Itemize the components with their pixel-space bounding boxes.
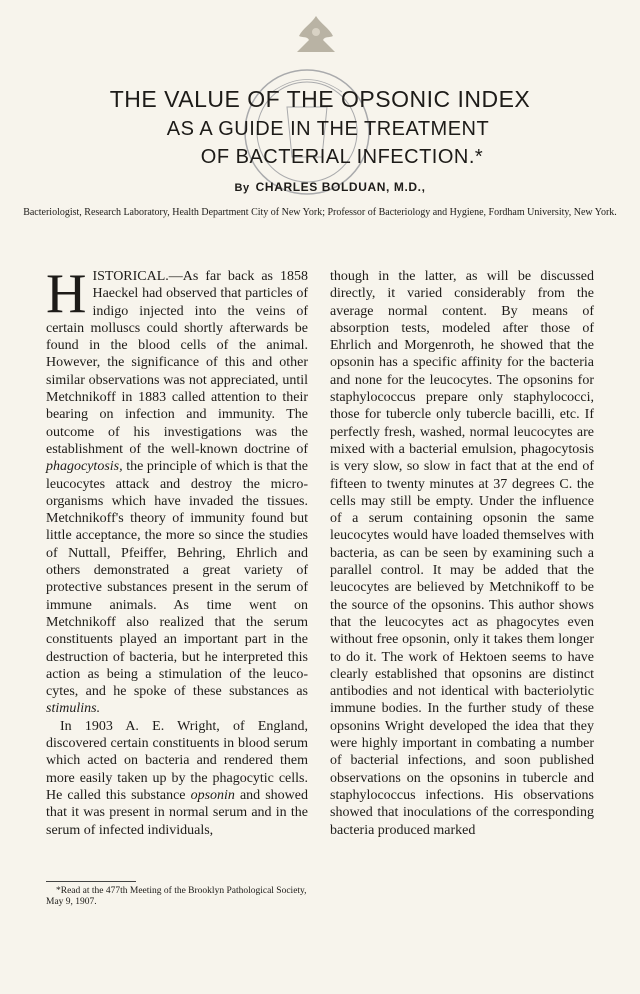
header-ornament — [293, 14, 339, 54]
author-affiliation: Bacteriologist, Research Laboratory, Health Department City of New York; Professor of Bacteriology and Hygiene, Fordham University, New York. — [23, 207, 617, 218]
right-column — [330, 268, 594, 839]
article-title-line-2: AS A GUIDE IN THE TREATMENT — [166, 118, 490, 140]
text-run: and showed that it was present in normal serum and in the serum of infected individuals, — [46, 787, 308, 838]
byline-prefix: By — [234, 182, 250, 194]
author-name: CHARLES BOLDUAN, M.D., — [255, 180, 426, 194]
drop-cap: H — [46, 263, 87, 325]
left-column — [46, 263, 308, 839]
text-run: ISTORICAL.—As far back as 1858 Haeckel had observed that particles of indigo injected into the veins of certain molluscs could shortly afterwards be found in the blood cells of the animal. However, the significance of this and other similar observations was not appreciated, until Metchnikoff in 1883 called attention to their bearing on infection and immunity. The outcome of his investigations was the establishment of the well-known doctrine of — [46, 269, 308, 457]
paragraph-wright — [46, 718, 308, 839]
footnote-divider — [46, 881, 136, 882]
italic-term: stimulins. — [46, 701, 101, 717]
paragraph-historical — [46, 263, 308, 718]
footnote: *Read at the 477th Meeting of the Brooklyn Pathological Society, May 9, 1907. — [46, 886, 307, 907]
byline — [0, 180, 640, 194]
text-run: the principle of which is that the leucocytes attack and destroy the micro-organisms which have invaded the tissues. Metchnikoff's theory of immunity found but little acceptance, the more so since the studies of Nuttall, Pfeiffer, Behring, Ehrlich and others demonstrated a great variety of protective substances present in the serum of immune animals. As time went on Metchnikoff also realized that the serum constituents played an important part in the destruction of bacteria, but he interpreted this action as being a stimulation of the leucocytes, and he spoke of these substances as — [46, 459, 308, 700]
italic-term: opsonin — [190, 787, 235, 803]
article-title-line-3: OF BACTERIAL INFECTION.* — [200, 146, 484, 168]
paragraph-continued: though in the latter, as will be discussed directly, it varied considerably from the average normal content. By means of absorption tests, modeled after those of Ehrlich and Morgenroth, he showed that the opsonin has a specific affinity for the bacteria and none for the leucocytes. The opsonins for staphylococcus prepare only staphylococci, those for tubercle only tubercle bacilli, etc. If perfectly fresh, washed, normal leucocytes are mixed with a bacterial emulsion, phagocytosis is very slow, so slow in fact that at the end of fifteen to twenty minutes at 37 degrees C. the cells may still be empty. Under the influence of a serum containing opsonin the same leucocytes would have loaded themselves with bacteria, as can be seen by examining such a parallel control. It may be added that the leucocytes are believed by Metchnikoff to be the source of the opsonins. This author shows that the leucocytes act as phagocytes even without free opsonin, only it takes them longer to do it. The work of Hektoen seems to have clearly established that opsonins are distinct antibodies and not identical with bacteriolytic immune bodies. In the further study of these opsonins Wright developed the idea that they were highly important in combating a number of bacterial infections, and soon published observations on the opsonins in tubercle and staphylococcus infections. His observations showed that inoculations of the corresponding bacteria produced marked — [330, 269, 594, 838]
article-title-line-1: THE VALUE OF THE OPSONIC INDEX — [109, 86, 531, 112]
text-run: In 1903 A. E. Wright, of England, discovered certain constituents in blood serum which acted on bacteria and rendered them more easily taken up by the phagocytic cells. He called this substance — [46, 718, 308, 803]
italic-term: phagocytosis, — [46, 459, 123, 475]
